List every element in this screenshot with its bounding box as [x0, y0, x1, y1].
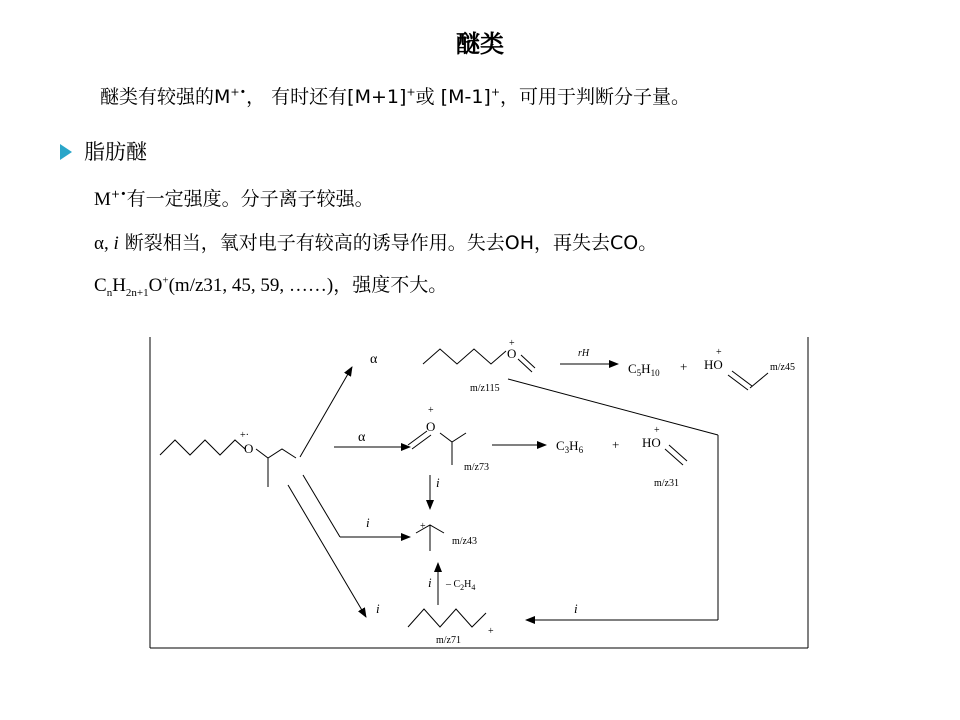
parent-chain [160, 440, 245, 455]
parent-isopropyl [256, 449, 296, 458]
m115-plus: + [509, 338, 515, 349]
p3-h: H [112, 275, 126, 296]
m31-double-2 [669, 445, 687, 461]
section-heading: 脂肪醚 [84, 140, 147, 164]
m115-chain [423, 349, 506, 364]
m43-plus: + [420, 521, 426, 532]
m115-o: O [507, 346, 517, 361]
m73-double-1 [408, 431, 427, 445]
label-alpha-1: α [370, 352, 378, 367]
m115-to-m71-line-a [508, 379, 718, 435]
m43-label: m/z43 [452, 536, 477, 547]
m73-label: m/z73 [464, 462, 489, 473]
m45-ho: HO [704, 357, 723, 372]
intro-plus-1: + [406, 85, 416, 99]
label-i-43: i [366, 515, 370, 530]
p3-o: O [148, 275, 163, 296]
m73-o: O [426, 419, 436, 434]
label-i-down: i [436, 475, 440, 490]
minus-c2h4: – $C_2H_4$ [446, 579, 476, 592]
m45-methyl [750, 373, 768, 388]
plus-c5h10: + [680, 359, 688, 374]
p3-rest: (m/z31, 45, 59, ……)，强度不大。 [168, 275, 448, 296]
p2-alpha: α, [94, 233, 114, 254]
intro-prefix: 醚类有较强的M [100, 86, 231, 108]
m45-plus: + [716, 347, 722, 358]
m31-label: m/z31 [654, 478, 679, 489]
m115-label: m/z115 [470, 383, 500, 394]
p2-i: i [113, 233, 119, 254]
c3h6: $C_3H_6$ [556, 438, 584, 455]
point-molecular-ion [94, 184, 374, 211]
p3-hsub: 2n+1 [125, 286, 149, 299]
parent-o: O [244, 441, 254, 456]
intro-or: 或 [M-1] [415, 86, 491, 108]
arrow-i-43-a [303, 475, 340, 537]
m115-oxonium-bond-2 [521, 355, 535, 368]
label-i-71: i [376, 601, 380, 616]
point-formula [94, 270, 447, 297]
scheme-svg [148, 337, 810, 650]
p2-text: 断裂相当，氧对电子有较高的诱导作用。失去OH，再失去CO。 [118, 232, 658, 254]
m71-label: m/z71 [436, 635, 461, 646]
m45-label: m/z45 [770, 362, 795, 373]
arrow-bullet-icon [60, 144, 72, 160]
intro-suffix: ，可用于判断分子量。 [500, 86, 691, 108]
p1-m: M [94, 189, 111, 210]
m31-ho: HO [642, 435, 661, 450]
p3-c: C [94, 275, 107, 296]
arrow-alpha-1 [300, 367, 352, 457]
m31-plus: + [654, 425, 660, 436]
label-i-right: i [574, 601, 578, 616]
intro-m-charge: +• [230, 85, 247, 99]
arrow-i-71 [288, 485, 366, 617]
m71-chain [408, 609, 486, 627]
m45-double-1 [728, 375, 748, 390]
m73-plus: + [428, 405, 434, 416]
m45-double-2 [732, 371, 752, 386]
label-alpha-2: α [358, 430, 366, 445]
intro-mid: ， 有时还有[M+1] [246, 86, 407, 108]
c5h10: $C_5H_{10}$ [628, 361, 660, 378]
m73-double-2 [412, 435, 431, 449]
p3-oplus: + [162, 274, 169, 287]
section-heading-row [60, 136, 147, 166]
label-i-up: i [428, 575, 432, 590]
m73-chain [440, 433, 466, 442]
p1-text: 有一定强度。分子离子较强。 [126, 188, 374, 210]
p1-charge: +• [110, 187, 127, 201]
rH-label: rH [578, 348, 590, 359]
page-title: 醚类 [456, 30, 504, 58]
intro-line [100, 82, 690, 109]
p3-n: n [106, 286, 113, 299]
fragmentation-scheme [148, 337, 810, 650]
m31-double-1 [665, 449, 683, 465]
intro-plus-2: + [490, 85, 501, 99]
m71-plus: + [488, 626, 494, 637]
m115-oxonium-bond-1 [518, 359, 532, 372]
plus-c3h6: + [612, 437, 620, 452]
point-cleavage [94, 228, 657, 255]
parent-charge: +· [240, 430, 249, 441]
